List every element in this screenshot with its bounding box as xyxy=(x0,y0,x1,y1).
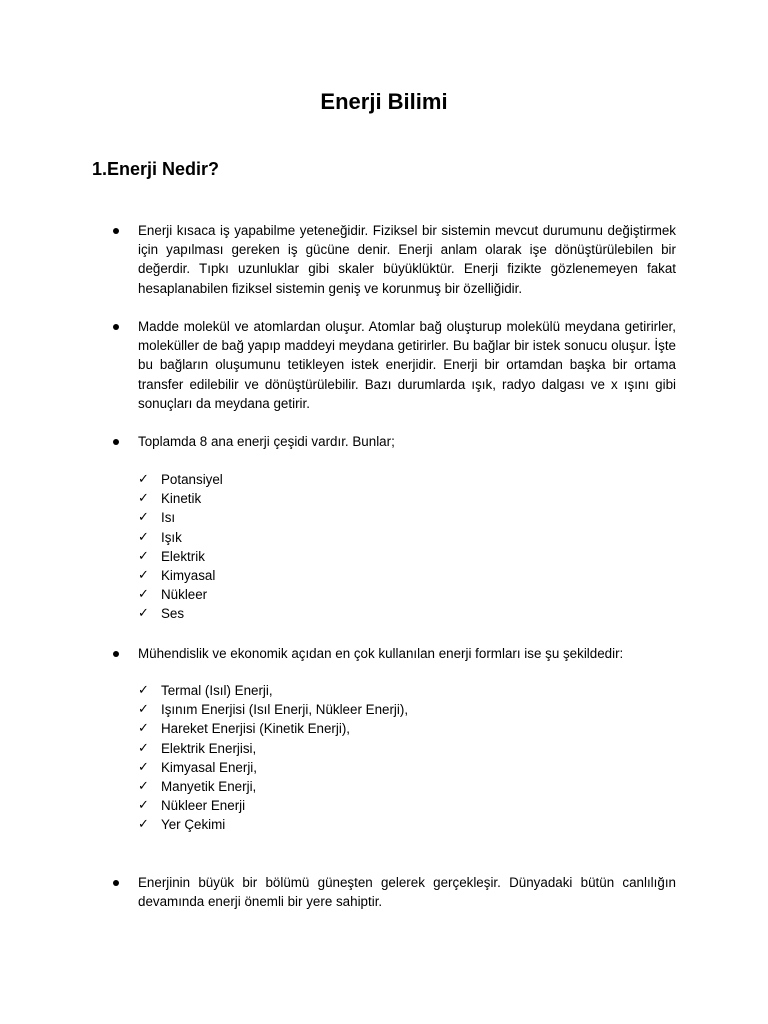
check-icon: ✓ xyxy=(138,759,149,775)
list-item: ✓ Manyetik Enerji, xyxy=(138,777,408,796)
bullet-icon xyxy=(113,439,119,445)
list-item: ✓ Işık xyxy=(138,528,223,547)
bullet-paragraph xyxy=(138,644,676,663)
bullet-paragraph xyxy=(138,432,676,451)
bullet-text: Mühendislik ve ekonomik açıdan en çok kullanılan enerji formları ise şu şekildedir: xyxy=(138,646,624,661)
bullet-text: Enerji kısaca iş yapabilme yeteneğidir. Fiziksel bir sistemin mevcut durumunu değiştirmek için yapılması gereken iş gücüne denir. Enerji anlam olarak işe dönüştürülebilen bir değerdir. Tıpkı uzunluklar gibi skaler büyüklüktür. Enerji fizikte gözlenemeyen fakat hesaplanabilen fiziksel sistemin geniş ve korunmuş bir özelliğidir. xyxy=(138,223,676,296)
bullet-icon xyxy=(113,880,119,886)
list-item: ✓ Potansiyel xyxy=(138,470,223,489)
bullet-text: Toplamda 8 ana enerji çeşidi vardır. Bunlar; xyxy=(138,434,395,449)
list-item: ✓ Kimyasal Enerji, xyxy=(138,758,408,777)
list-item: ✓ Isı xyxy=(138,508,223,527)
list-item: ✓ Termal (Isıl) Enerji, xyxy=(138,681,408,700)
section-heading: 1.Enerji Nedir? xyxy=(92,159,220,179)
check-icon: ✓ xyxy=(138,491,149,507)
list-item: ✓ Hareket Enerjisi (Kinetik Enerji), xyxy=(138,719,408,738)
check-icon: ✓ xyxy=(138,779,149,795)
list-item: ✓ Işınım Enerjisi (Isıl Enerji, Nükleer Enerji), xyxy=(138,700,408,719)
bullet-paragraph xyxy=(138,317,676,413)
check-icon: ✓ xyxy=(138,510,149,526)
energy-types-list xyxy=(138,470,223,624)
list-item: ✓ Yer Çekimi xyxy=(138,815,408,834)
check-icon: ✓ xyxy=(138,568,149,584)
check-icon: ✓ xyxy=(138,606,149,622)
check-icon: ✓ xyxy=(138,798,149,814)
check-icon: ✓ xyxy=(138,529,149,545)
check-icon: ✓ xyxy=(138,817,149,833)
list-item: ✓ Kimyasal xyxy=(138,566,223,585)
document-title: Enerji Bilimi xyxy=(320,89,448,114)
bullet-paragraph xyxy=(138,873,676,911)
list-item: ✓ Nükleer Enerji xyxy=(138,796,408,815)
check-icon: ✓ xyxy=(138,702,149,718)
list-item: ✓ Nükleer xyxy=(138,585,223,604)
bullet-icon xyxy=(113,324,119,330)
bullet-text: Enerjinin büyük bir bölümü güneşten gelerek gerçekleşir. Dünyadaki bütün canlılığın devamında enerji önemli bir yere sahiptir. xyxy=(138,875,676,910)
list-item: ✓ Elektrik xyxy=(138,547,223,566)
check-icon: ✓ xyxy=(138,683,149,698)
check-icon: ✓ xyxy=(138,740,149,756)
check-icon: ✓ xyxy=(138,587,149,603)
check-icon: ✓ xyxy=(138,548,149,564)
energy-forms-list xyxy=(138,681,408,835)
check-icon: ✓ xyxy=(138,472,149,487)
bullet-text: Madde molekül ve atomlardan oluşur. Atomlar bağ oluşturup molekülü meydana getirirler, moleküller de bağ yapıp maddeyi meydana getirirler. Bu bağlar bir istek sonucu oluşur. İşte bu bağların oluşumunu tetikleyen istek enerjidir. Enerji bir ortamdan başka bir ortama transfer edilebilir ve dönüştürülebilir. Bazı durumlarda ışık, radyo dalgası ve x ışını gibi sonuçları da meydana getirir. xyxy=(138,319,676,411)
bullet-icon xyxy=(113,228,119,234)
list-item: ✓ Elektrik Enerjisi, xyxy=(138,739,408,758)
list-item: ✓ Kinetik xyxy=(138,489,223,508)
check-icon: ✓ xyxy=(138,721,149,737)
bullet-paragraph xyxy=(138,221,676,298)
list-item: ✓ Ses xyxy=(138,604,223,623)
bullet-icon xyxy=(113,651,119,657)
